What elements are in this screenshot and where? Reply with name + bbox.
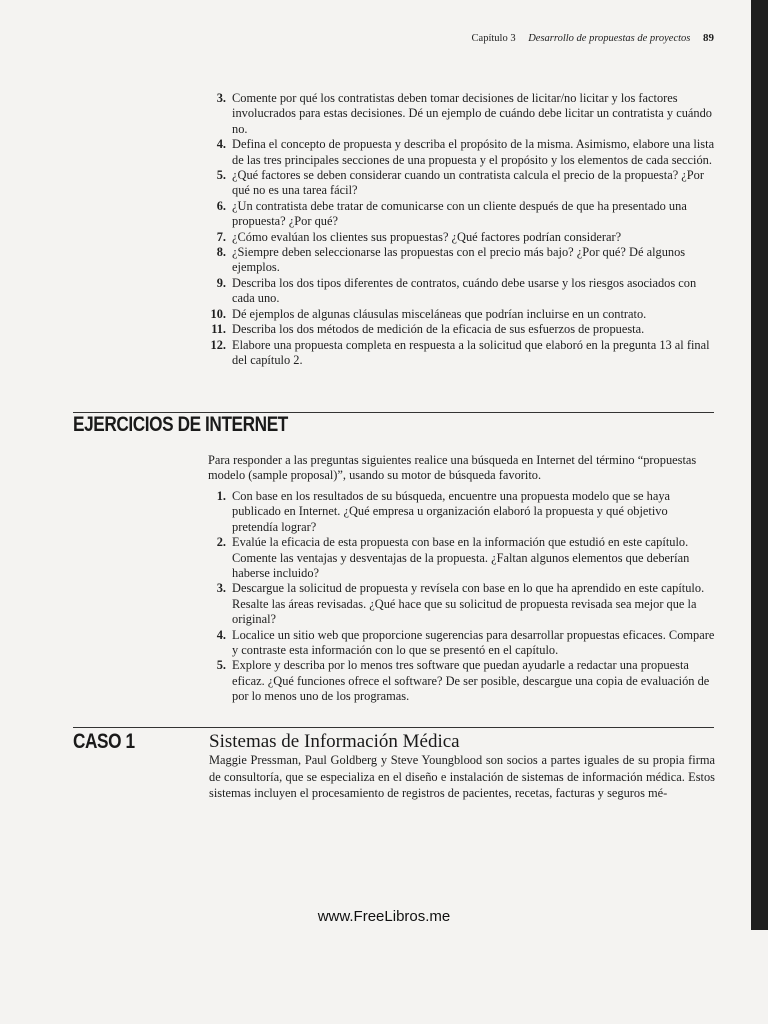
item-number: 4. bbox=[216, 137, 226, 152]
list-item bbox=[206, 322, 716, 337]
item-number: 10. bbox=[210, 306, 226, 321]
internet-exercises-list bbox=[206, 489, 716, 705]
case-body-text: Maggie Pressman, Paul Goldberg y Steve Youngblood son socios a partes iguales de su propia firma de consultoría, que se especializa en el diseño e instalación de sistemas de información médica. Estos sistemas incluyen el procesamiento de registros de pacientes, recetas, facturas y seguros mé- bbox=[209, 753, 715, 801]
item-number: 5. bbox=[216, 658, 226, 673]
list-item bbox=[206, 535, 716, 581]
item-number: 6. bbox=[216, 198, 226, 213]
item-text: Describa los dos métodos de medición de la eficacia de sus esfuerzos de propuesta. bbox=[232, 322, 645, 337]
item-text: ¿Siempre deben seleccionarse las propuestas con el precio más bajo? ¿Por qué? Dé algunos ejemplos. bbox=[232, 245, 686, 275]
running-header bbox=[472, 32, 714, 44]
list-item bbox=[206, 230, 716, 245]
item-text: Evalúe la eficacia de esta propuesta con base en la información que estudió en este capítulo. Comente las ventajas y desventajas de la propuesta. ¿Faltan algunos elementos que deberían haberse incluido? bbox=[232, 535, 690, 581]
item-number: 2. bbox=[216, 535, 226, 550]
item-number: 5. bbox=[216, 168, 226, 183]
page-number: 89 bbox=[703, 32, 714, 44]
item-text: ¿Un contratista debe tratar de comunicarse con un cliente después de que ha presentado una propuesta? ¿Por qué? bbox=[232, 198, 687, 229]
list-item bbox=[206, 91, 716, 137]
item-text: Describa los dos tipos diferentes de contratos, cuándo debe usarse y los riesgos asociados con cada uno. bbox=[232, 275, 697, 306]
internet-intro: Para responder a las preguntas siguientes realice una búsqueda en Internet del término “propuestas modelo (sample proposal)”, usando su motor de búsqueda favorito. bbox=[208, 453, 697, 483]
item-text: Defina el concepto de propuesta y describa el propósito de la misma. Asimismo, elabore una lista de las tres principales secciones de una propuesta y el propósito y los elementos de cada sección. bbox=[232, 137, 715, 167]
list-item bbox=[206, 168, 716, 199]
item-text: Localice un sitio web que proporcione sugerencias para desarrollar propuestas eficaces. Compare y contraste esta información con lo que se presentó en el capítulo. bbox=[232, 627, 715, 658]
list-item bbox=[206, 199, 716, 230]
item-text: ¿Cómo evalúan los clientes sus propuestas? ¿Qué factores podrían considerar? bbox=[232, 229, 622, 244]
item-number: 8. bbox=[216, 245, 226, 260]
list-item bbox=[206, 581, 716, 627]
item-text: ¿Qué factores se deben considerar cuando un contratista calcula el precio de la propuesta? ¿Por qué no es una tarea fácil? bbox=[232, 168, 705, 198]
chapter-label: Capítulo 3 bbox=[471, 33, 516, 44]
item-number: 12. bbox=[210, 337, 226, 352]
list-item bbox=[206, 338, 716, 369]
internet-exercises-heading: EJERCICIOS DE INTERNET bbox=[73, 413, 288, 436]
list-item bbox=[206, 658, 716, 704]
item-text: Con base en los resultados de su búsqueda, encuentre una propuesta modelo que se haya publicado en Internet. ¿Qué empresa u organización elaboró la propuesta y qué objetivo pretendía lograr? bbox=[232, 489, 671, 534]
item-text: Elabore una propuesta completa en respuesta a la solicitud que elaboró en la pregunta 13 al final del capítulo 2. bbox=[232, 337, 710, 367]
case-title: Sistemas de Información Médica bbox=[209, 731, 460, 752]
item-text: Dé ejemplos de algunas cláusulas misceláneas que podrían incluirse en un contrato. bbox=[232, 306, 647, 321]
list-item bbox=[206, 137, 716, 168]
list-item bbox=[206, 628, 716, 659]
list-item bbox=[206, 489, 716, 535]
item-number: 3. bbox=[216, 91, 226, 105]
list-item bbox=[206, 307, 716, 322]
item-number: 4. bbox=[216, 627, 226, 642]
item-text: Descargue la solicitud de propuesta y revísela con base en lo que ha aprendido en este capítulo. Resalte las áreas revisadas. ¿Qué hace que su solicitud de propuesta revisada sea mejor que la original? bbox=[232, 581, 705, 627]
case-label: CASO 1 bbox=[73, 730, 135, 753]
item-text: Explore y describa por lo menos tres software que puedan ayudarle a redactar una propuesta eficaz. ¿Qué funciones ofrece el software? De ser posible, descargue una copia de evaluación de por lo menos uno de los programas. bbox=[232, 658, 710, 704]
item-number: 3. bbox=[216, 581, 226, 596]
item-number: 11. bbox=[211, 322, 226, 337]
list-item bbox=[206, 245, 716, 276]
section-divider bbox=[73, 727, 714, 728]
list-item bbox=[206, 276, 716, 307]
item-text: Comente por qué los contratistas deben tomar decisiones de licitar/no licitar y los factores involucrados para estas decisiones. Dé un ejemplo de cuándo debe licitar un contratista y cuándo no. bbox=[232, 91, 712, 136]
review-questions-list bbox=[206, 91, 716, 368]
item-number: 7. bbox=[216, 229, 226, 244]
chapter-title: Desarrollo de propuestas de proyectos bbox=[528, 33, 691, 44]
page-edge-bar bbox=[751, 0, 768, 930]
footer-watermark: www.FreeLibros.me bbox=[317, 908, 451, 925]
item-number: 1. bbox=[216, 489, 226, 503]
item-number: 9. bbox=[216, 275, 226, 290]
